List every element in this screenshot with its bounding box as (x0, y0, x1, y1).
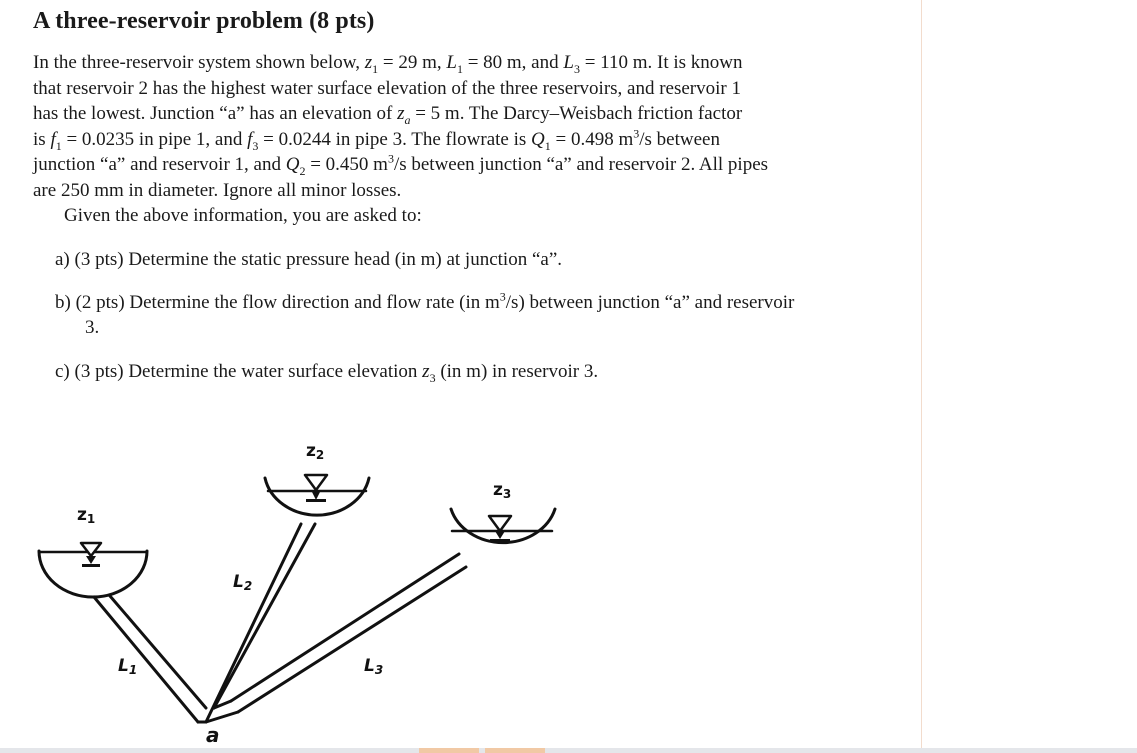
bottom-scroll-strip (0, 748, 1137, 753)
question-c: c) (3 pts) Determine the water surface elevation $z_3$ (in m) in reservoir 3. (55, 361, 599, 385)
problem-line-6: are 250 mm in diameter. Ignore all minor losses. (33, 180, 402, 201)
question-a: a) (3 pts) Determine the static pressure head (in m) at junction “a”. (55, 249, 562, 270)
pipe-3-wall-lower (238, 567, 466, 712)
question-b: b) (2 pts) Determine the flow direction and flow rate (in $m^3/s$) between junction “a” and reservoir 3. (55, 289, 795, 338)
problem-line-2: that reservoir 2 has the highest water surface elevation of the three reservoirs, and reservoir 1 (33, 78, 741, 99)
pipe-1-wall-outer (94, 597, 198, 722)
problem-line-1: In the three-reservoir system shown below, $z_1 = 29$ m, $L_1 = 80$ m, and $L_3 = 110$ m. It is known (33, 52, 743, 76)
bottom-tab-2 (485, 748, 545, 753)
problem-line-5: junction “a” and reservoir 1, and $Q_2 = 0.450$ $m^3/s$ between junction “a” and reservoir 2. All pipes (33, 151, 769, 178)
label-z3: z3 (493, 480, 512, 501)
label-junction-a: a (206, 723, 220, 747)
page-edge (921, 0, 922, 753)
label-L1: L1 (118, 656, 138, 677)
problem-line-3: has the lowest. Junction “a” has an elevation of $z_a = 5$ m. The Darcy–Weisbach friction factor (33, 103, 743, 127)
reservoir-3-level-icon (489, 516, 511, 531)
problem-line-4: is $f_1 = 0.0235$ in pipe 1, and $f_3 = 0.0244$ in pipe 3. The flowrate is $Q_1 = 0.498$ $m^3/s$ between (33, 126, 720, 153)
label-z1: z1 (77, 505, 96, 526)
reservoir-1-level-icon (81, 543, 101, 556)
problem-title: A three-reservoir problem (8 pts) (33, 8, 375, 34)
problem-line-7: Given the above information, you are asked to: (64, 205, 422, 226)
pipe-1-wall-inner (110, 596, 206, 708)
pipe-3-wall-upper (231, 554, 459, 701)
three-reservoir-figure (0, 425, 600, 750)
pipe-2-wall-outer (206, 524, 301, 722)
label-L3: L3 (364, 656, 384, 677)
bottom-tab-1 (419, 748, 479, 753)
reservoir-2-level-icon (305, 475, 327, 490)
label-z2: z2 (306, 441, 325, 462)
label-L2: L2 (233, 572, 253, 593)
